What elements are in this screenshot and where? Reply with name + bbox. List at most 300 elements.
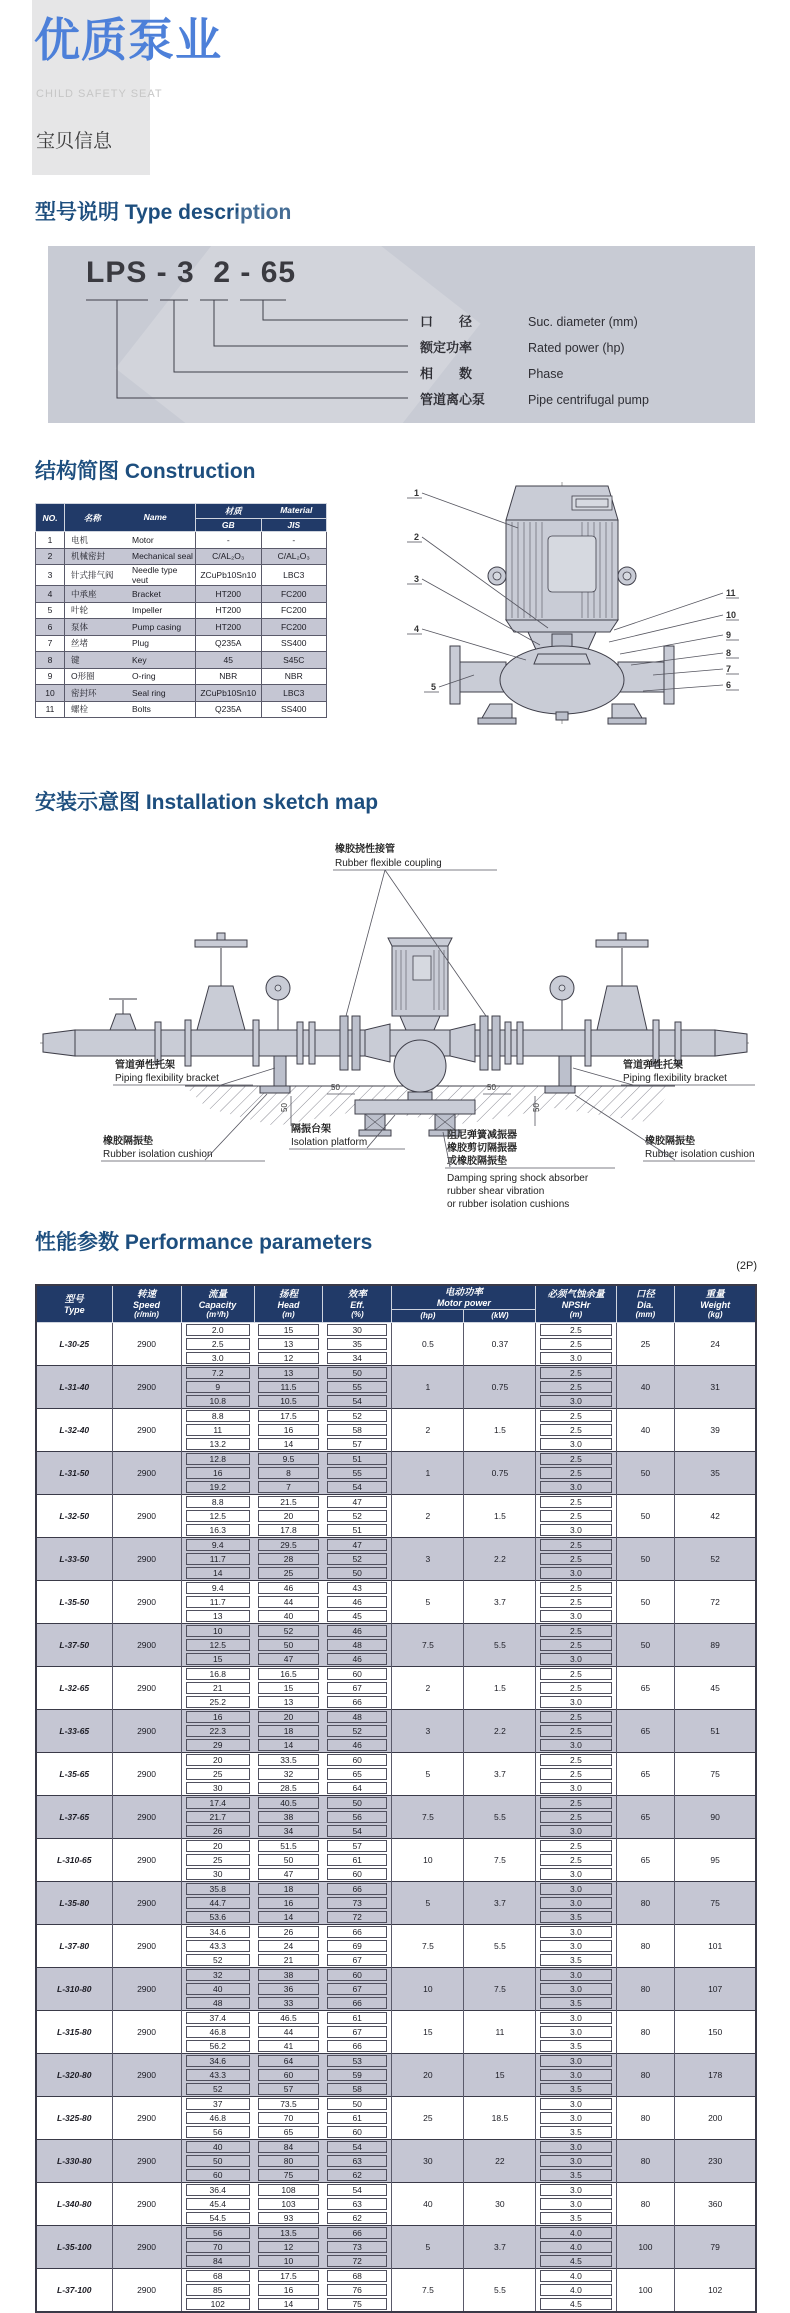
construction-cell-no: 2: [36, 548, 65, 565]
performance-row: [36, 1796, 756, 1811]
bracket-label-en: Piping flexibility bracket: [623, 1073, 727, 1084]
cell-npshr: 2.5: [536, 1624, 616, 1639]
performance-row: [36, 2269, 756, 2284]
cell-capacity: 19.2: [181, 1480, 254, 1495]
col-dia: 口径 Dia. (mm): [616, 1285, 675, 1323]
cell-head: 47: [254, 1867, 323, 1882]
col-kw: (kW): [464, 1310, 536, 1323]
cell-head: 44: [254, 2025, 323, 2039]
cell-kw: 5.5: [464, 2269, 536, 2313]
cell-kw: 15: [464, 2054, 536, 2097]
cell-weight: 35: [675, 1452, 756, 1495]
cell-capacity: 10.8: [181, 1394, 254, 1409]
performance-row: [36, 1409, 756, 1424]
cell-eff: 60: [323, 2125, 392, 2140]
cell-npshr: 2.5: [536, 1638, 616, 1652]
cell-eff: 55: [323, 1380, 392, 1394]
construction-cell-gb: ZCuPb10Sn10: [196, 565, 262, 586]
construction-table-body: [36, 532, 327, 718]
cell-npshr: 2.5: [536, 1595, 616, 1609]
cell-kw: 0.75: [464, 1366, 536, 1409]
cell-npshr: 4.5: [536, 2297, 616, 2312]
construction-cell-zh: O形圈: [65, 668, 131, 685]
cell-type: L-37-100: [36, 2269, 112, 2313]
construction-cell-en: Bracket: [130, 586, 196, 603]
cell-dia: 25: [616, 1323, 675, 1366]
cell-hp: 5: [392, 1753, 464, 1796]
construction-cell-en: Seal ring: [130, 685, 196, 702]
cell-eff: 55: [323, 1466, 392, 1480]
cell-hp: 7.5: [392, 1624, 464, 1667]
cell-weight: 200: [675, 2097, 756, 2140]
cell-kw: 2.2: [464, 1710, 536, 1753]
cell-eff: 47: [323, 1538, 392, 1553]
cell-weight: 45: [675, 1667, 756, 1710]
cell-head: 17.5: [254, 1409, 323, 1424]
cell-npshr: 2.5: [536, 1452, 616, 1467]
construction-cell-en: Mechanical seal: [130, 548, 196, 565]
cell-type: L-310-80: [36, 1968, 112, 2011]
construction-cell-no: 3: [36, 565, 65, 586]
cell-eff: 54: [323, 1480, 392, 1495]
cell-eff: 35: [323, 1337, 392, 1351]
cell-npshr: 3.0: [536, 2111, 616, 2125]
cell-type: L-310-65: [36, 1839, 112, 1882]
construction-row: [36, 532, 327, 549]
cell-hp: 10: [392, 1839, 464, 1882]
cell-head: 12: [254, 1351, 323, 1366]
cell-dia: 80: [616, 1882, 675, 1925]
cell-capacity: 2.5: [181, 1337, 254, 1351]
cell-capacity: 16: [181, 1466, 254, 1480]
cell-capacity: 56: [181, 2125, 254, 2140]
cell-speed: 2900: [112, 1710, 181, 1753]
performance-row: [36, 1839, 756, 1854]
cell-npshr: 3.0: [536, 1523, 616, 1538]
cell-type: L-32-40: [36, 1409, 112, 1452]
cell-capacity: 26: [181, 1824, 254, 1839]
col-material: [196, 504, 327, 519]
cell-npshr: 3.0: [536, 2140, 616, 2155]
cell-eff: 50: [323, 1366, 392, 1381]
construction-cell-gb: HT200: [196, 586, 262, 603]
cell-type: L-37-80: [36, 1925, 112, 1968]
cell-capacity: 36.4: [181, 2183, 254, 2198]
performance-row: [36, 1538, 756, 1553]
col-name-en: Name: [143, 511, 167, 522]
cell-eff: 51: [323, 1452, 392, 1467]
cell-speed: 2900: [112, 1366, 181, 1409]
cell-hp: 5: [392, 2226, 464, 2269]
cell-weight: 95: [675, 1839, 756, 1882]
construction-cell-jis: LBC3: [261, 685, 327, 702]
construction-cell-jis: FC200: [261, 602, 327, 619]
cell-capacity: 60: [181, 2168, 254, 2183]
cell-capacity: 53.6: [181, 1910, 254, 1925]
cell-hp: 1: [392, 1452, 464, 1495]
legend-en: Phase: [528, 367, 564, 381]
cell-capacity: 52: [181, 2082, 254, 2097]
cell-npshr: 2.5: [536, 1323, 616, 1338]
cell-npshr: 2.5: [536, 1409, 616, 1424]
cell-npshr: 2.5: [536, 1753, 616, 1768]
cell-head: 73.5: [254, 2097, 323, 2112]
cell-eff: 61: [323, 1853, 392, 1867]
cell-head: 47: [254, 1652, 323, 1667]
construction-cell-no: 6: [36, 619, 65, 636]
cell-npshr: 3.0: [536, 1939, 616, 1953]
cell-capacity: 16.3: [181, 1523, 254, 1538]
pump-callout: 3: [413, 574, 419, 584]
cell-head: 46.5: [254, 2011, 323, 2026]
cell-npshr: 4.0: [536, 2240, 616, 2254]
cell-capacity: 46.8: [181, 2025, 254, 2039]
cell-capacity: 25: [181, 1767, 254, 1781]
cell-eff: 52: [323, 1552, 392, 1566]
performance-row: [36, 1710, 756, 1725]
cell-capacity: 44.7: [181, 1896, 254, 1910]
construction-table: [35, 503, 327, 718]
cell-type: L-30-25: [36, 1323, 112, 1366]
cell-eff: 59: [323, 2068, 392, 2082]
cell-eff: 64: [323, 1781, 392, 1796]
cell-hp: 7.5: [392, 1925, 464, 1968]
cell-npshr: 2.5: [536, 1366, 616, 1381]
cell-dia: 80: [616, 2054, 675, 2097]
cell-speed: 2900: [112, 1624, 181, 1667]
cell-kw: 22: [464, 2140, 536, 2183]
cell-eff: 60: [323, 1667, 392, 1682]
cell-capacity: 34.6: [181, 2054, 254, 2069]
platform-label-en: Isolation platform: [291, 1137, 368, 1148]
cell-capacity: 85: [181, 2283, 254, 2297]
cell-head: 32: [254, 1767, 323, 1781]
damper-label-zh: 阻尼弹簧减振器: [447, 1130, 517, 1141]
construction-row: [36, 668, 327, 685]
pump-callout: 7: [726, 664, 732, 674]
col-material-en: Material: [280, 505, 313, 515]
construction-cell-gb: ZCuPb10Sn10: [196, 685, 262, 702]
cell-eff: 54: [323, 2140, 392, 2155]
cell-hp: 2: [392, 1495, 464, 1538]
construction-cell-en: Bolts: [130, 701, 196, 718]
cell-speed: 2900: [112, 1581, 181, 1624]
cell-capacity: 25: [181, 1853, 254, 1867]
legend-en: Rated power (hp): [528, 341, 625, 355]
cell-npshr: 4.0: [536, 2283, 616, 2297]
cell-dia: 100: [616, 2269, 675, 2313]
pole-note: (2P): [736, 1260, 757, 1272]
cell-dia: 80: [616, 2097, 675, 2140]
performance-row: [36, 1667, 756, 1682]
construction-cell-gb: Q235A: [196, 635, 262, 652]
cell-head: 33: [254, 1996, 323, 2011]
cell-capacity: 17.4: [181, 1796, 254, 1811]
heading-en: Type description: [124, 201, 292, 224]
construction-cell-en: Plug: [130, 635, 196, 652]
cell-type: L-330-80: [36, 2140, 112, 2183]
cell-eff: 54: [323, 2183, 392, 2198]
cell-capacity: 11.7: [181, 1552, 254, 1566]
cell-hp: 7.5: [392, 1796, 464, 1839]
performance-row: [36, 1882, 756, 1897]
cell-type: L-35-100: [36, 2226, 112, 2269]
construction-row: [36, 635, 327, 652]
cell-eff: 50: [323, 1566, 392, 1581]
legend-zh: 管道离心泵: [420, 392, 486, 407]
installation-section-heading: [35, 786, 378, 816]
cell-eff: 58: [323, 2082, 392, 2097]
cell-eff: 72: [323, 2254, 392, 2269]
cell-eff: 58: [323, 1423, 392, 1437]
col-no: NO.: [36, 504, 65, 532]
cell-eff: 45: [323, 1609, 392, 1624]
cell-npshr: 2.5: [536, 1337, 616, 1351]
cell-kw: 3.7: [464, 1882, 536, 1925]
cell-npshr: 3.5: [536, 2039, 616, 2054]
cell-npshr: 3.0: [536, 1982, 616, 1996]
cell-kw: 1.5: [464, 1495, 536, 1538]
construction-cell-zh: 螺栓: [65, 701, 131, 718]
cell-head: 20: [254, 1509, 323, 1523]
damper-label-en: rubber shear vibration: [447, 1186, 545, 1197]
cell-capacity: 32: [181, 1968, 254, 1983]
construction-cell-jis: FC200: [261, 586, 327, 603]
cell-capacity: 3.0: [181, 1351, 254, 1366]
cell-eff: 66: [323, 1996, 392, 2011]
cell-npshr: 3.0: [536, 2197, 616, 2211]
cell-speed: 2900: [112, 1495, 181, 1538]
col-hp: (hp): [392, 1310, 464, 1323]
cell-head: 10: [254, 2254, 323, 2269]
cell-hp: 5: [392, 1882, 464, 1925]
legend-zh: 额定功率: [420, 340, 473, 355]
dimension-50: 50: [487, 1083, 496, 1092]
cushion-label-en: Rubber isolation cushion: [645, 1149, 755, 1160]
cell-speed: 2900: [112, 2183, 181, 2226]
cell-capacity: 50: [181, 2154, 254, 2168]
cell-type: L-340-80: [36, 2183, 112, 2226]
cell-dia: 80: [616, 1925, 675, 1968]
cell-npshr: 3.0: [536, 1925, 616, 1940]
col-eff: 效率 Eff. (%): [323, 1285, 392, 1323]
cell-head: 21: [254, 1953, 323, 1968]
cell-head: 40.5: [254, 1796, 323, 1811]
cell-capacity: 54.5: [181, 2211, 254, 2226]
cell-head: 57: [254, 2082, 323, 2097]
cell-eff: 46: [323, 1624, 392, 1639]
cell-weight: 42: [675, 1495, 756, 1538]
cell-capacity: 37.4: [181, 2011, 254, 2026]
cell-dia: 80: [616, 2011, 675, 2054]
cell-npshr: 2.5: [536, 1380, 616, 1394]
cell-kw: 1.5: [464, 1409, 536, 1452]
cell-dia: 65: [616, 1710, 675, 1753]
col-name: [65, 504, 196, 532]
cell-eff: 60: [323, 1753, 392, 1768]
cell-capacity: 8.8: [181, 1495, 254, 1510]
construction-cell-zh: 机械密封: [65, 548, 131, 565]
platform-label-zh: 隔振台架: [291, 1124, 331, 1135]
bracket-label-en: Piping flexibility bracket: [115, 1073, 219, 1084]
construction-cell-zh: 中承座: [65, 586, 131, 603]
construction-cell-no: 9: [36, 668, 65, 685]
cell-npshr: 2.5: [536, 1796, 616, 1811]
cell-head: 8: [254, 1466, 323, 1480]
damper-label-en: or rubber isolation cushions: [447, 1199, 570, 1210]
construction-cell-en: Needle type veut: [130, 565, 196, 586]
cell-speed: 2900: [112, 2097, 181, 2140]
cell-head: 38: [254, 1968, 323, 1983]
cell-head: 64: [254, 2054, 323, 2069]
cell-eff: 52: [323, 1509, 392, 1523]
cell-npshr: 3.0: [536, 1609, 616, 1624]
cell-capacity: 13.2: [181, 1437, 254, 1452]
cell-eff: 48: [323, 1638, 392, 1652]
cell-eff: 52: [323, 1724, 392, 1738]
pump-callout: 6: [726, 680, 732, 690]
cell-capacity: 52: [181, 1953, 254, 1968]
cell-kw: 3.7: [464, 2226, 536, 2269]
cell-eff: 73: [323, 2240, 392, 2254]
construction-cell-jis: NBR: [261, 668, 327, 685]
cell-eff: 54: [323, 1824, 392, 1839]
cell-head: 20: [254, 1710, 323, 1725]
cell-capacity: 20: [181, 1753, 254, 1768]
cell-eff: 61: [323, 2111, 392, 2125]
cell-hp: 2: [392, 1667, 464, 1710]
performance-row: [36, 2183, 756, 2198]
type-description-panel: [48, 246, 755, 423]
col-speed: 转速 Speed (r/min): [112, 1285, 181, 1323]
cell-head: 18: [254, 1724, 323, 1738]
cell-weight: 230: [675, 2140, 756, 2183]
pump-diagram: [322, 478, 772, 736]
cell-head: 25: [254, 1566, 323, 1581]
cell-eff: 46: [323, 1595, 392, 1609]
cell-head: 12: [254, 2240, 323, 2254]
cell-hp: 3: [392, 1710, 464, 1753]
bracket-label-zh: 管道弹性托架: [623, 1060, 683, 1071]
cell-dia: 50: [616, 1452, 675, 1495]
cell-eff: 30: [323, 1323, 392, 1338]
cell-capacity: 10: [181, 1624, 254, 1639]
construction-cell-no: 4: [36, 586, 65, 603]
cell-capacity: 40: [181, 2140, 254, 2155]
cell-capacity: 21.7: [181, 1810, 254, 1824]
cell-dia: 50: [616, 1624, 675, 1667]
cell-head: 84: [254, 2140, 323, 2155]
cell-npshr: 2.5: [536, 1552, 616, 1566]
cell-head: 60: [254, 2068, 323, 2082]
cell-head: 10.5: [254, 1394, 323, 1409]
cushion-label-zh: 橡胶隔振垫: [103, 1136, 153, 1147]
cell-npshr: 3.0: [536, 1394, 616, 1409]
cell-head: 41: [254, 2039, 323, 2054]
cell-eff: 61: [323, 2011, 392, 2026]
cell-npshr: 3.0: [536, 1781, 616, 1796]
cell-npshr: 3.0: [536, 1695, 616, 1710]
cell-head: 16: [254, 1896, 323, 1910]
cell-weight: 178: [675, 2054, 756, 2097]
cell-head: 14: [254, 2297, 323, 2312]
cell-eff: 75: [323, 2297, 392, 2312]
col-type: 型号 Type: [36, 1285, 112, 1323]
cushion-label-en: Rubber isolation cushion: [103, 1149, 213, 1160]
construction-cell-jis: FC200: [261, 619, 327, 636]
cell-weight: 79: [675, 2226, 756, 2269]
performance-row: [36, 2226, 756, 2241]
cell-eff: 62: [323, 2211, 392, 2226]
construction-cell-jis: LBC3: [261, 565, 327, 586]
cell-weight: 107: [675, 1968, 756, 2011]
construction-cell-gb: HT200: [196, 619, 262, 636]
construction-cell-gb: NBR: [196, 668, 262, 685]
cell-hp: 20: [392, 2054, 464, 2097]
cell-npshr: 3.5: [536, 1910, 616, 1925]
construction-cell-no: 5: [36, 602, 65, 619]
pump-callout: 5: [430, 682, 436, 692]
cell-weight: 24: [675, 1323, 756, 1366]
cell-head: 18: [254, 1882, 323, 1897]
model-code: LPS - 3 2 - 65: [86, 256, 297, 289]
pump-callout: 11: [726, 588, 736, 598]
cell-npshr: 3.0: [536, 1566, 616, 1581]
dimension-50: 50: [532, 1103, 541, 1112]
cell-capacity: 20: [181, 1839, 254, 1854]
performance-section-heading: [35, 1226, 372, 1256]
cell-weight: 150: [675, 2011, 756, 2054]
col-capacity: 流量 Capacity (m³/h): [181, 1285, 254, 1323]
cell-dia: 65: [616, 1753, 675, 1796]
performance-row: [36, 2097, 756, 2112]
heading-zh: 型号说明: [35, 201, 119, 224]
construction-row: [36, 548, 327, 565]
cell-npshr: 2.5: [536, 1466, 616, 1480]
cell-head: 103: [254, 2197, 323, 2211]
cell-npshr: 4.5: [536, 2254, 616, 2269]
cell-speed: 2900: [112, 1882, 181, 1925]
cell-head: 52: [254, 1624, 323, 1639]
damper-label-zh: 橡胶剪切隔振器: [447, 1143, 517, 1154]
cell-speed: 2900: [112, 2269, 181, 2313]
cell-eff: 67: [323, 1982, 392, 1996]
cell-eff: 47: [323, 1495, 392, 1510]
cell-eff: 54: [323, 1394, 392, 1409]
cell-head: 9.5: [254, 1452, 323, 1467]
cushion-label-zh: 橡胶隔振垫: [645, 1136, 695, 1147]
cell-head: 50: [254, 1853, 323, 1867]
cell-dia: 50: [616, 1538, 675, 1581]
cell-eff: 43: [323, 1581, 392, 1596]
cell-head: 26: [254, 1925, 323, 1940]
performance-table-body: [36, 1323, 756, 2313]
cell-kw: 0.37: [464, 1323, 536, 1366]
construction-cell-zh: 丝堵: [65, 635, 131, 652]
cell-hp: 2: [392, 1409, 464, 1452]
cell-npshr: 3.0: [536, 1738, 616, 1753]
cell-kw: 3.7: [464, 1753, 536, 1796]
cell-head: 33.5: [254, 1753, 323, 1768]
cell-hp: 10: [392, 1968, 464, 2011]
coupling-label-en: Rubber flexible coupling: [335, 858, 442, 869]
construction-cell-gb: 45: [196, 652, 262, 669]
cell-npshr: 3.0: [536, 1480, 616, 1495]
cell-speed: 2900: [112, 1452, 181, 1495]
cell-head: 70: [254, 2111, 323, 2125]
heading-en: Installation sketch map: [145, 791, 379, 814]
cell-weight: 75: [675, 1882, 756, 1925]
